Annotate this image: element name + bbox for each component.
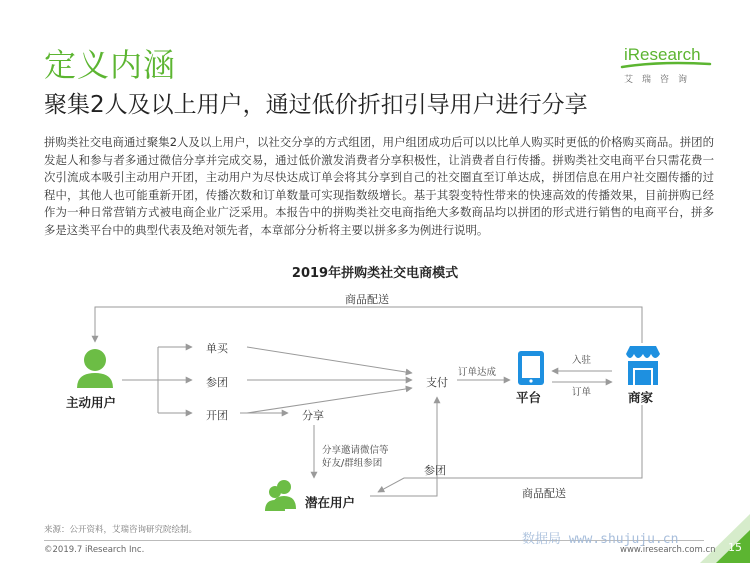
body-paragraph: 拼购类社交电商通过聚集2人及以上用户，以社交分享的方式组团，用户组团成功后可以以比单人购买时更低的价格购买商品。拼团的发起人和参与者多通过微信分享并完成交易，通过低价激发消费者分享积极性，让消费者自行传播。拼购类社交电商平台只需花费一次引流成本吸引主动用户开团，主动用户为尽快达成订单会将其分享到自己的社交圈直至订单达成，拼团信息在用户社交圈传播的过程中，其他人也可能重新开团，传播次数和订单数量可实现指数级增长。基于其裂变特性带来的快速高效的传播效果，目前拼购已经作为一种日常营销方式被电商企业广泛采用。本报告中的拼购类社交电商指绝大多数商品均以拼团的形式进行销售的电商平台，拼多多是这类平台中的典型代表及绝对领先者，本章部分分析将主要以拼多多为例进行说明。 bbox=[44, 135, 714, 237]
order-reached-label: 订单达成 bbox=[458, 367, 497, 378]
delivery-top-label: 商品配送 bbox=[345, 293, 389, 306]
join-group-label: 参团 bbox=[206, 376, 228, 389]
order-label: 订单 bbox=[572, 387, 592, 398]
merchant-store-icon bbox=[626, 346, 660, 385]
page-subtitle: 聚集2人及以上用户，通过低价折扣引导用户进行分享 bbox=[44, 92, 588, 118]
website-link[interactable]: www.iresearch.com.cn bbox=[620, 545, 716, 555]
merchant-label: 商家 bbox=[628, 390, 654, 405]
page-number: 15 bbox=[728, 541, 742, 554]
share-invite-label: 分享邀请微信等 好友/群组参团 bbox=[322, 445, 389, 469]
pay-label: 支付 bbox=[426, 376, 448, 389]
join-group-2-label: 参团 bbox=[424, 464, 446, 477]
potential-user-label: 潜在用户 bbox=[305, 495, 356, 510]
delivery-bottom-arrow bbox=[378, 405, 642, 492]
open-group-label: 开团 bbox=[206, 409, 228, 422]
platform-phone-icon bbox=[518, 351, 544, 385]
active-user-label: 主动用户 bbox=[66, 395, 117, 410]
logo-text-cn: 艾瑞咨询 bbox=[624, 75, 697, 85]
delivery-bottom-label: 商品配送 bbox=[522, 487, 566, 500]
potential-user-icon bbox=[265, 480, 296, 511]
branch-lines bbox=[122, 347, 192, 413]
active-user-icon bbox=[77, 349, 113, 388]
diagram-title: 2019年拼购类社交电商模式 bbox=[291, 266, 459, 281]
page-title: 定义内涵 bbox=[44, 46, 177, 84]
share-label: 分享 bbox=[302, 409, 324, 422]
platform-label: 平台 bbox=[516, 390, 542, 405]
copyright: ©2019.7 iResearch Inc. bbox=[44, 545, 145, 555]
source-note: 来源：公开资料，艾瑞咨询研究院绘制。 bbox=[44, 525, 198, 535]
delivery-top-arrow bbox=[95, 307, 642, 343]
buy-alone-label: 单买 bbox=[206, 342, 228, 355]
to-pay-arrows bbox=[240, 347, 412, 413]
settle-in-label: 入驻 bbox=[572, 355, 592, 366]
platform-merchant-arrows bbox=[552, 371, 612, 382]
watermark: 数据局 www.shujuju.cn bbox=[522, 532, 679, 547]
logo-text: iResearch bbox=[624, 45, 701, 64]
